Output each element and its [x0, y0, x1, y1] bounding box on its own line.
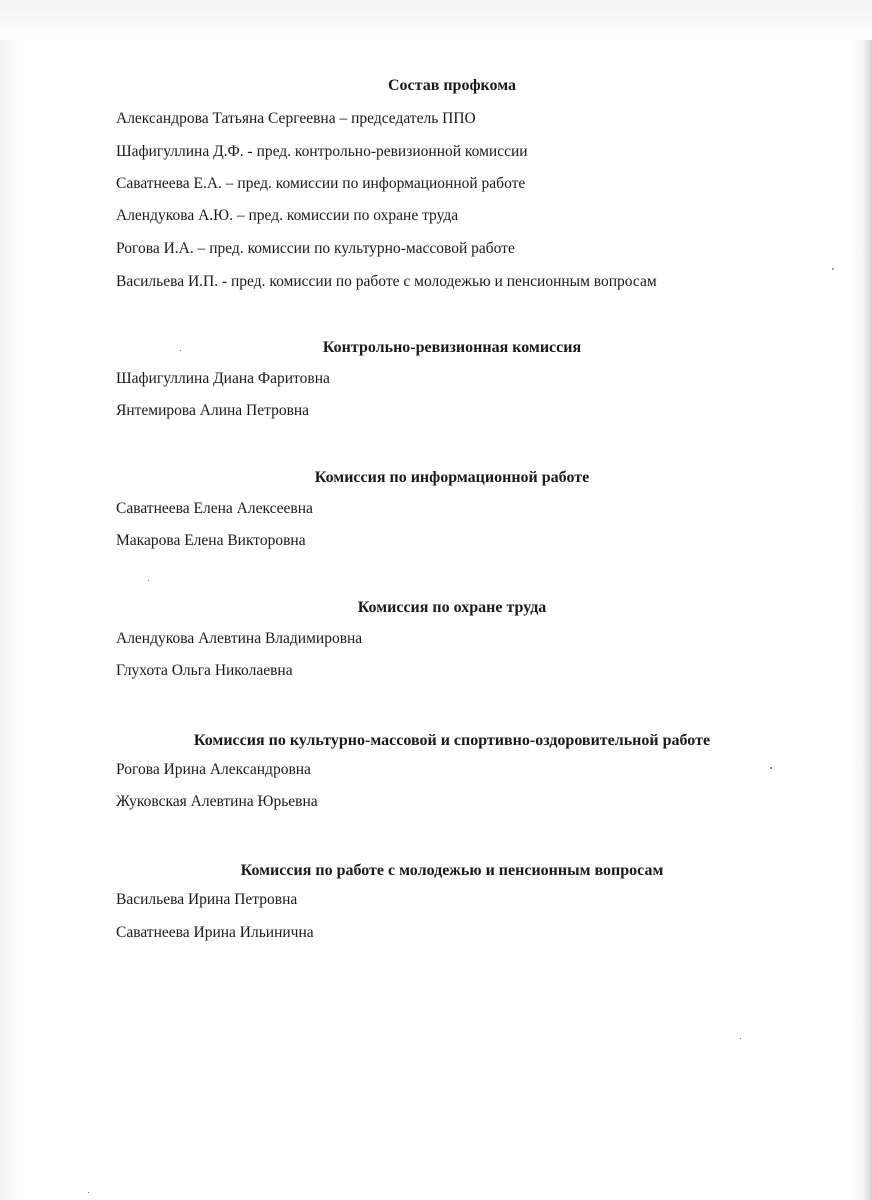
section-title-audit-commission: Контрольно-ревизионная комиссия [322, 339, 582, 356]
section-title-info-commission: Комиссия по информационной работе [314, 469, 590, 486]
section-title-youth-pension-commission: Комиссия по работе с молодежью и пенсионным вопросам [240, 862, 664, 879]
list-item: Саватнеева Е.А. – пред. комиссии по информационной работе [116, 175, 526, 192]
list-item: Алендукова А.Ю. – пред. комиссии по охране труда [116, 207, 459, 224]
list-item: Глухота Ольга Николаевна [116, 662, 293, 679]
scan-speck [180, 350, 181, 351]
list-item: Жуковская Алевтина Юрьевна [116, 793, 318, 810]
scan-speck [88, 1192, 89, 1193]
list-item: Саватнеева Ирина Ильинична [116, 924, 314, 941]
scan-speck [770, 767, 772, 769]
list-item: Рогова Ирина Александровна [116, 761, 311, 778]
list-item: Шафигуллина Д.Ф. - пред. контрольно-ревизионной комиссии [116, 143, 528, 160]
list-item: Макарова Елена Викторовна [116, 532, 306, 549]
list-item: Алендукова Алевтина Владимировна [116, 630, 363, 647]
scan-speck [832, 268, 834, 270]
list-item: Янтемирова Алина Петровна [116, 402, 310, 419]
scan-speck [740, 1038, 741, 1039]
scan-speck [148, 580, 149, 581]
list-item: Саватнеева Елена Алексеевна [116, 500, 313, 517]
list-item: Васильева Ирина Петровна [116, 891, 298, 908]
section-title-labor-safety-commission: Комиссия по охране труда [357, 599, 547, 616]
list-item: Рогова И.А. – пред. комиссии по культурно-массовой работе [116, 240, 515, 257]
list-item: Шафигуллина Диана Фаритовна [116, 370, 330, 387]
list-item: Александрова Татьяна Сергеевна – председатель ППО [116, 110, 476, 127]
section-title-culture-sport-commission: Комиссия по культурно-массовой и спортивно-оздоровительной работе [193, 732, 711, 749]
section-title-profcom: Состав профкома [387, 77, 517, 94]
list-item: Васильева И.П. - пред. комиссии по работе с молодежью и пенсионным вопросам [116, 273, 657, 290]
